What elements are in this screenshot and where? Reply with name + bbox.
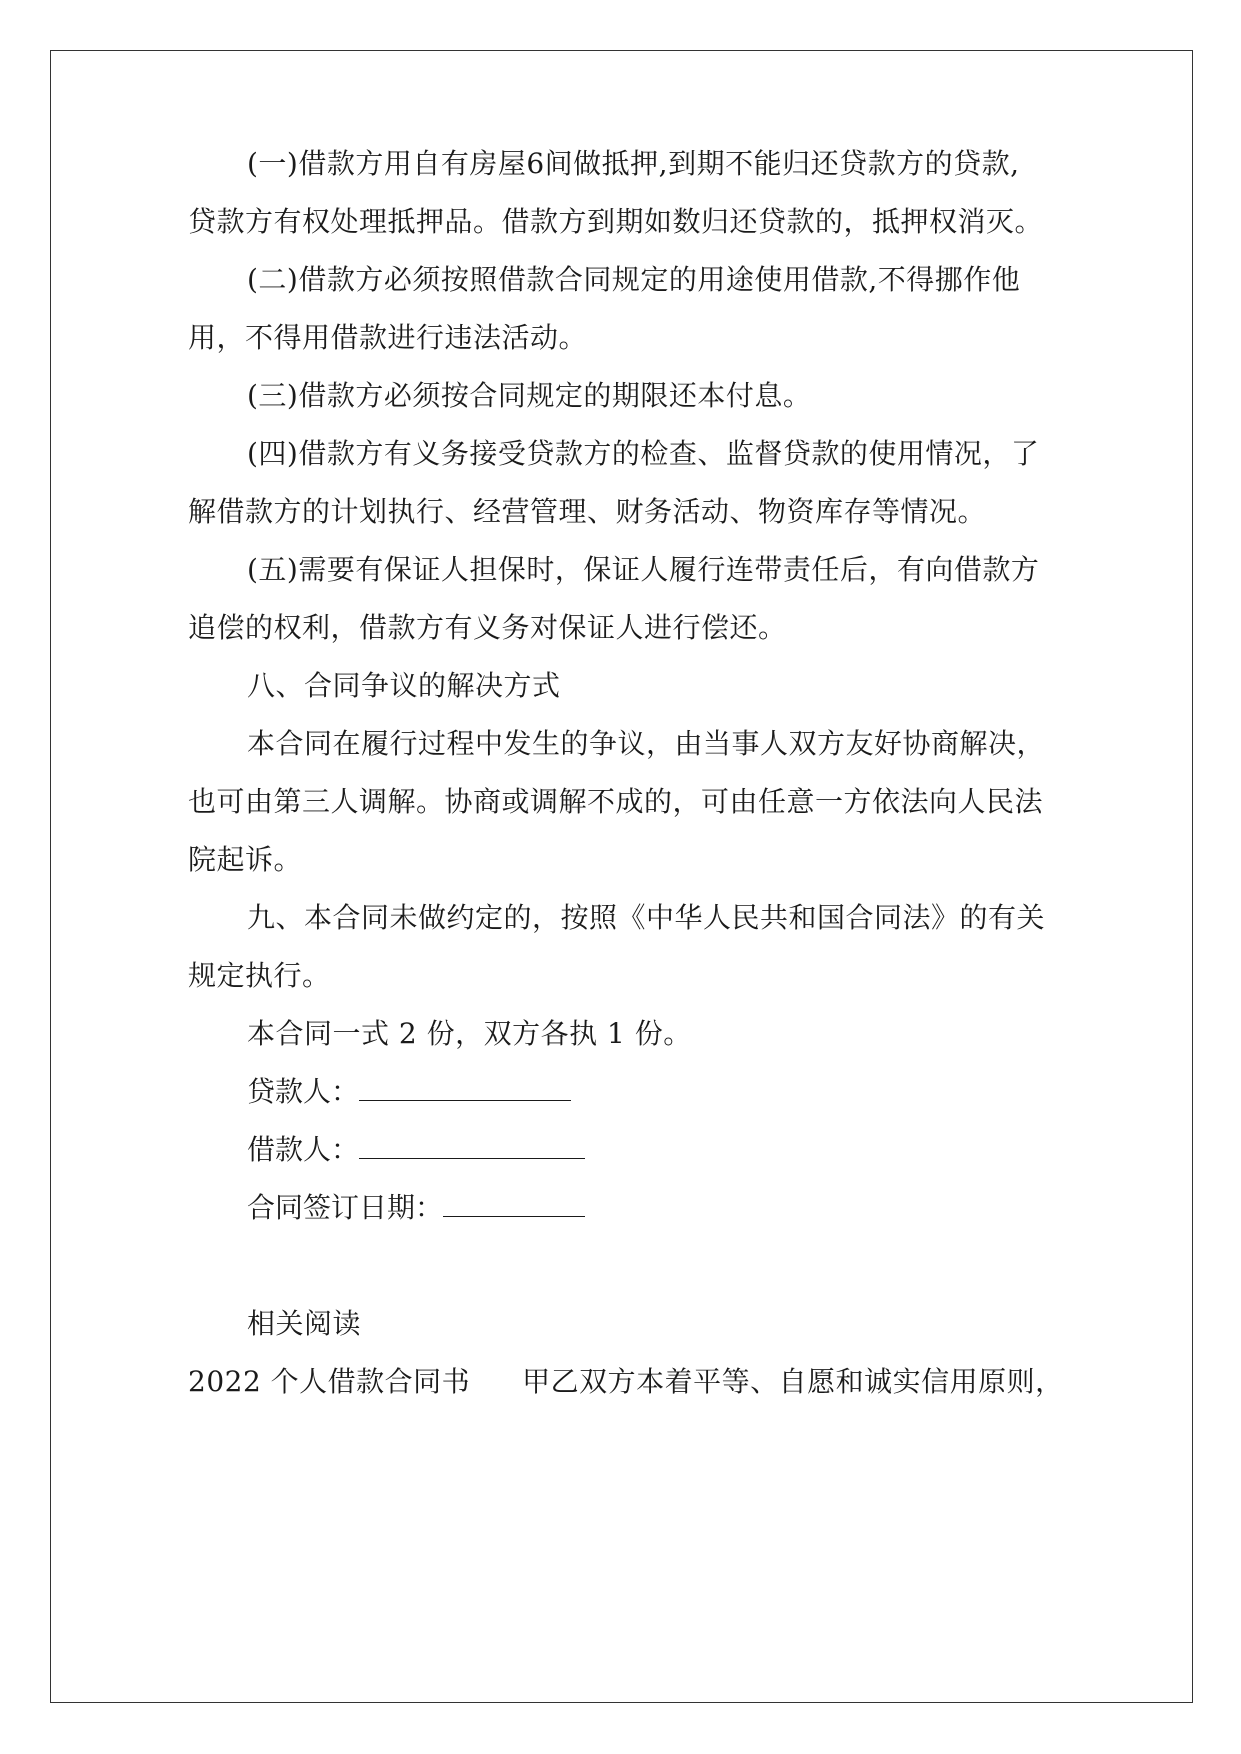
section-8-body-line-1: 本合同在履行过程中发生的争议，由当事人双方友好协商解决， bbox=[247, 727, 1046, 760]
clause-7-1-line-1: (一)借款方用自有房屋6间做抵押,到期不能归还贷款方的贷款, bbox=[247, 147, 1020, 180]
date-signature-row bbox=[247, 1190, 585, 1226]
borrower-label: 借款人： bbox=[247, 1133, 360, 1166]
clause-7-3-line-1: (三)借款方必须按合同规定的期限还本付息。 bbox=[247, 379, 812, 412]
date-label: 合同签订日期： bbox=[247, 1191, 444, 1224]
section-8-body-line-3: 院起诉。 bbox=[188, 843, 303, 876]
clause-7-5-line-1: (五)需要有保证人担保时，保证人履行连带责任后，有向借款方 bbox=[247, 553, 1040, 586]
clause-7-2-line-2: 用，不得用借款进行违法活动。 bbox=[188, 321, 588, 354]
related-heading: 相关阅读 bbox=[247, 1307, 362, 1340]
borrower-signature-blank bbox=[359, 1132, 585, 1159]
section-9-line-1: 九、本合同未做约定的，按照《中华人民共和国合同法》的有关 bbox=[247, 901, 1046, 934]
clause-7-4-line-2: 解借款方的计划执行、经营管理、财务活动、物资库存等情况。 bbox=[188, 495, 987, 528]
related-link-snippet: 甲乙双方本着平等、自愿和诚实信用原则， bbox=[522, 1365, 1064, 1398]
date-signature-blank bbox=[443, 1190, 585, 1217]
section-9-line-2: 规定执行。 bbox=[188, 959, 331, 992]
clause-7-4-line-1: (四)借款方有义务接受贷款方的检查、监督贷款的使用情况，了 bbox=[247, 437, 1040, 470]
borrower-signature-row bbox=[247, 1132, 585, 1168]
related-link-title[interactable]: 2022 个人借款合同书 bbox=[188, 1365, 471, 1398]
clause-7-5-line-2: 追偿的权利，借款方有义务对保证人进行偿还。 bbox=[188, 611, 787, 644]
copies-clause: 本合同一式 2 份，双方各执 1 份。 bbox=[247, 1017, 692, 1050]
lender-signature-blank bbox=[359, 1074, 571, 1101]
clause-7-2-line-1: (二)借款方必须按照借款合同规定的用途使用借款,不得挪作他 bbox=[247, 263, 1021, 296]
lender-signature-row bbox=[247, 1074, 571, 1110]
related-item[interactable] bbox=[188, 1364, 1064, 1400]
clause-7-1-line-2: 贷款方有权处理抵押品。借款方到期如数归还贷款的，抵押权消灭。 bbox=[188, 205, 1044, 238]
section-8-heading: 八、合同争议的解决方式 bbox=[247, 669, 561, 702]
lender-label: 贷款人： bbox=[247, 1075, 360, 1108]
section-8-body-line-2: 也可由第三人调解。协商或调解不成的，可由任意一方依法向人民法 bbox=[188, 785, 1044, 818]
